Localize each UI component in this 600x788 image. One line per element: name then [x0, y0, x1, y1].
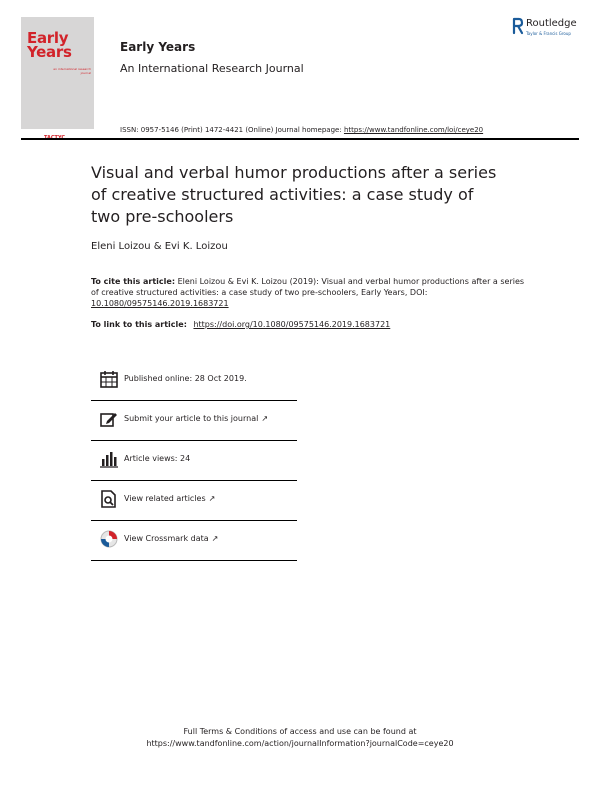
document-search-icon: [100, 490, 118, 508]
publisher-tagline: Taylor & Francis Group: [526, 31, 571, 36]
crossmark-icon: [100, 530, 118, 548]
published-date: Published online: 28 Oct 2019.: [124, 374, 247, 383]
journal-subtitle: An International Research Journal: [120, 62, 304, 75]
citation-text: Eleni Loizou & Evi K. Loizou (2019): Visual and verbal humor productions after a series of creative structured activities: a case study of two pre-schoolers, Early Years, DOI:: [91, 277, 525, 297]
submit-row[interactable]: [91, 400, 297, 441]
bar-chart-icon: [100, 450, 118, 468]
routledge-r-icon: [512, 17, 524, 35]
related-articles-link[interactable]: [124, 494, 215, 503]
submit-article-link[interactable]: [124, 414, 268, 423]
submit-label: Submit your article to this journal: [124, 414, 259, 423]
article-doi-url[interactable]: https://doi.org/10.1080/09575146.2019.1683721: [193, 320, 391, 329]
terms-footer: [0, 726, 600, 750]
crossmark-label: View Crossmark data: [124, 534, 209, 543]
header-divider: [21, 138, 579, 140]
edit-icon: [100, 410, 118, 428]
published-row: [91, 360, 297, 401]
crossmark-row[interactable]: [91, 520, 297, 561]
article-title: Visual and verbal humor productions after a series of creative structured activities: a case study of two pre-schoolers: [91, 163, 497, 226]
issn-line: [120, 126, 483, 134]
external-link-icon: ↗: [261, 414, 269, 423]
related-row[interactable]: [91, 480, 297, 521]
citation: [91, 276, 531, 309]
cover-title: Early Years: [27, 29, 72, 61]
link-label: To link to this article:: [91, 320, 187, 329]
article-views: Article views: 24: [124, 454, 191, 463]
crossmark-link[interactable]: [124, 534, 218, 543]
cover-tagline: an international research journal: [53, 67, 91, 75]
external-link-icon: ↗: [211, 534, 219, 543]
citation-doi-link[interactable]: 10.1080/09575146.2019.1683721: [91, 299, 229, 308]
related-label: View related articles: [124, 494, 206, 503]
terms-url[interactable]: https://www.tandfonline.com/action/journalInformation?journalCode=ceye20: [146, 739, 454, 748]
journal-homepage-link[interactable]: https://www.tandfonline.com/loi/ceye20: [343, 126, 484, 134]
article-authors: Eleni Loizou & Evi K. Loizou: [91, 241, 228, 252]
external-link-icon: ↗: [208, 494, 216, 503]
citation-label: To cite this article:: [91, 277, 176, 286]
terms-line: Full Terms & Conditions of access and use can be found at: [183, 727, 417, 736]
article-link: [91, 320, 390, 329]
journal-cover: [21, 17, 94, 129]
publisher-name: Routledge: [526, 18, 577, 29]
journal-title: Early Years: [120, 40, 196, 54]
views-row: [91, 440, 297, 481]
issn-text: ISSN: 0957-5146 (Print) 1472-4421 (Online) Journal homepage:: [120, 126, 342, 134]
calendar-icon: [100, 370, 118, 388]
